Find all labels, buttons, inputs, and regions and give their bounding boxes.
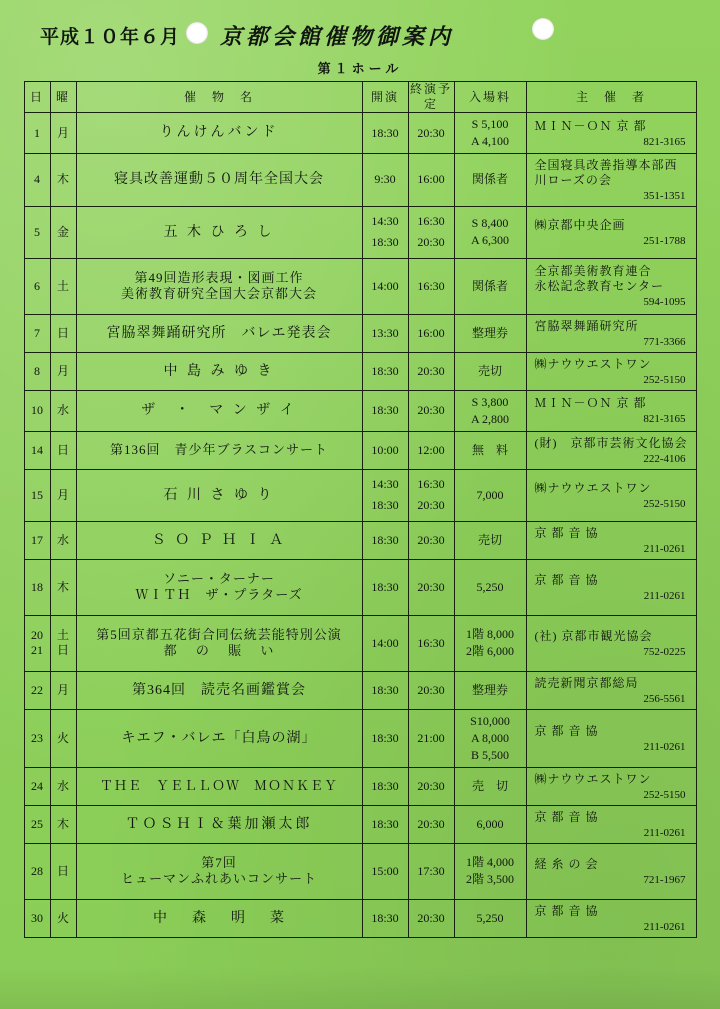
end-time: 20:30	[417, 579, 445, 594]
open-time: 18:30	[371, 682, 399, 697]
fee-line: 2階 6,000	[465, 644, 514, 659]
column-header-end: 終演予定	[409, 82, 452, 111]
open-time: 18:30	[371, 816, 399, 831]
cell-organizer	[526, 843, 696, 899]
cell-open-time	[362, 431, 408, 469]
organizer-phone: 821-3165	[643, 135, 686, 148]
organizer-phone: 251-1788	[643, 234, 686, 247]
hall-label: 第１ホール	[317, 61, 403, 76]
column-header-name: 催 物 名	[76, 82, 362, 113]
cell-day: 17	[24, 521, 50, 559]
cell-open-time	[362, 709, 408, 767]
cell-open-time	[362, 671, 408, 709]
event-name-line: 五 木 ひ ろ し	[163, 224, 275, 240]
cell-event-name	[76, 767, 362, 805]
table-row	[24, 431, 696, 469]
cell-open-time	[362, 521, 408, 559]
cell-fee	[454, 469, 526, 521]
cell-organizer	[526, 559, 696, 615]
cell-day: 10	[24, 390, 50, 431]
cell-event-name	[76, 352, 362, 390]
cell-open-time	[362, 559, 408, 615]
punch-hole-icon	[532, 18, 554, 40]
cell-dow: 土	[50, 258, 76, 314]
cell-dow: 月	[50, 113, 76, 154]
cell-day: 15	[24, 469, 50, 521]
cell-day: 20 21	[24, 615, 50, 671]
event-name-line: ＴＯＳＨＩ＆葉加瀬太郎	[125, 816, 313, 832]
fee-line: 5,250	[476, 579, 504, 594]
open-time: 18:30	[371, 363, 399, 378]
organizer-phone: 211-0261	[643, 740, 686, 753]
organizer-phone: 351-1351	[643, 190, 686, 202]
table-row	[24, 709, 696, 767]
table-row	[24, 258, 696, 314]
cell-dow: 金	[50, 206, 76, 258]
cell-fee	[454, 258, 526, 314]
cell-dow: 水	[50, 521, 76, 559]
organizer-line: 経 糸 の 会	[534, 856, 599, 871]
fee-line: S 8,400	[471, 216, 509, 231]
organizer-line: 京 都 音 協	[534, 572, 599, 587]
fee-line: A 4,100	[470, 134, 509, 148]
cell-day: 30	[24, 899, 50, 937]
cell-dow: 日	[50, 843, 76, 899]
event-name-line: ヒューマンふれあいコンサート	[120, 871, 317, 887]
organizer-phone: 211-0261	[643, 920, 686, 933]
cell-fee	[454, 352, 526, 390]
open-time: 14:00	[371, 635, 399, 650]
table-row	[24, 805, 696, 843]
event-name-line: キエフ・バレエ「白鳥の湖」	[121, 730, 317, 746]
organizer-phone: 594-1095	[643, 296, 686, 309]
cell-organizer	[526, 709, 696, 767]
cell-day: 22	[24, 671, 50, 709]
organizer-phone: 721-1967	[643, 873, 686, 886]
organizer-line: 宮脇翠舞踊研究所	[534, 318, 639, 333]
cell-organizer	[526, 154, 696, 207]
cell-event-name	[76, 390, 362, 431]
cell-day: 24	[24, 767, 50, 805]
end-time: 16:30	[417, 477, 445, 492]
table-row	[24, 154, 696, 207]
column-header-fee: 入場料	[454, 82, 526, 113]
cell-end-time	[408, 615, 454, 671]
cell-end-time	[408, 314, 454, 352]
cell-day: 14	[24, 431, 50, 469]
end-time: 16:00	[417, 172, 445, 187]
cell-dow: 火	[50, 709, 76, 767]
cell-dow: 月	[50, 352, 76, 390]
cell-fee	[454, 671, 526, 709]
table-body	[24, 113, 696, 938]
event-name-line: ソニー・ターナー	[163, 571, 275, 586]
organizer-line: ＭＩＮ－ＯＮ 京 都	[534, 396, 647, 411]
end-time: 21:00	[417, 730, 445, 745]
fee-line: S10,000	[470, 713, 510, 728]
cell-fee	[454, 521, 526, 559]
cell-event-name	[76, 843, 362, 899]
open-time: 14:30	[371, 214, 399, 229]
end-time: 16:30	[417, 635, 445, 650]
schedule-table	[24, 81, 697, 938]
table-header-row	[24, 82, 696, 113]
event-name-line: 第136回 青少年ブラスコンサート	[109, 442, 329, 458]
cell-fee	[454, 390, 526, 431]
open-time: 15:00	[371, 863, 399, 878]
cell-open-time	[362, 390, 408, 431]
cell-dow: 水	[50, 767, 76, 805]
cell-organizer	[526, 113, 696, 154]
cell-day: 18	[24, 559, 50, 615]
table-row	[24, 113, 696, 154]
cell-end-time	[408, 390, 454, 431]
end-time: 20:30	[417, 532, 445, 547]
page-shadow	[0, 967, 720, 1009]
open-time: 18:30	[371, 910, 399, 925]
cell-organizer	[526, 206, 696, 258]
table-row	[24, 469, 696, 521]
end-time: 20:30	[417, 778, 445, 793]
cell-fee	[454, 559, 526, 615]
cell-event-name	[76, 559, 362, 615]
fee-line: B 5,500	[470, 747, 509, 762]
fee-line: S 5,100	[471, 117, 509, 131]
cell-end-time	[408, 805, 454, 843]
end-time: 20:30	[417, 403, 445, 418]
organizer-line: 永松記念教育センター	[534, 279, 665, 294]
organizer-phone: 252-5150	[643, 497, 686, 510]
table-row	[24, 615, 696, 671]
cell-open-time	[362, 469, 408, 521]
organizer-line: (社) 京都市観光協会	[534, 628, 653, 643]
organizer-line: 京 都 音 協	[534, 809, 599, 824]
cell-organizer	[526, 314, 696, 352]
organizer-line: 読売新聞京都総局	[534, 675, 639, 690]
organizer-line: ㈱ナウウエストワン	[534, 356, 652, 371]
cell-day: 6	[24, 258, 50, 314]
cell-fee	[454, 314, 526, 352]
event-name-line: ＴＨＥ ＹＥＬＬＯＷ ＭＯＮＫＥＹ	[99, 778, 338, 794]
cell-organizer	[526, 390, 696, 431]
column-header-day: 日	[24, 82, 50, 113]
table-row	[24, 671, 696, 709]
event-name-line: 石 川 さ ゆ り	[163, 487, 275, 503]
end-time: 17:30	[417, 863, 445, 878]
cell-organizer	[526, 352, 696, 390]
cell-dow: 日	[50, 431, 76, 469]
event-name-line: 寝具改善運動５０周年全国大会	[114, 172, 324, 188]
cell-event-name	[76, 469, 362, 521]
cell-day: 4	[24, 154, 50, 207]
open-time: 18:30	[371, 579, 399, 594]
organizer-phone: 211-0261	[643, 589, 686, 602]
cell-fee	[454, 431, 526, 469]
cell-fee	[454, 899, 526, 937]
cell-end-time	[408, 113, 454, 154]
event-name-line: 中 島 み ゆ き	[163, 363, 275, 379]
organizer-line: 京 都 音 協	[534, 525, 599, 540]
event-name-line: ザ ・ マ ン ザ イ	[141, 403, 297, 418]
fee-line: 売切	[477, 363, 502, 378]
fee-line: 1階 4,000	[465, 855, 514, 870]
cell-open-time	[362, 615, 408, 671]
organizer-phone: 256-5561	[643, 692, 686, 705]
cell-open-time	[362, 314, 408, 352]
cell-fee	[454, 615, 526, 671]
cell-day: 1	[24, 113, 50, 154]
event-name-line: Ｓ Ｏ Ｐ Ｈ Ｉ Ａ	[151, 532, 287, 548]
organizer-line: 京 都 音 協	[534, 723, 599, 738]
table-row	[24, 390, 696, 431]
fee-line: 2階 3,500	[465, 872, 514, 887]
event-name-line: 第7回	[201, 855, 237, 870]
organizer-phone: 252-5150	[643, 788, 686, 801]
fee-line: A 8,000	[470, 730, 509, 745]
cell-open-time	[362, 843, 408, 899]
end-time: 16:30	[417, 214, 445, 229]
cell-open-time	[362, 206, 408, 258]
fee-line: 関係者	[471, 172, 508, 187]
end-time: 16:00	[417, 325, 445, 340]
cell-event-name	[76, 154, 362, 207]
event-name-line: 第49回造形表現・図画工作	[134, 270, 304, 285]
cell-organizer	[526, 805, 696, 843]
organizer-phone: 211-0261	[643, 826, 686, 839]
end-time: 20:30	[417, 235, 445, 250]
event-name-line: 第364回 読売名画鑑賞会	[132, 682, 306, 698]
cell-open-time	[362, 805, 408, 843]
table-row	[24, 767, 696, 805]
cell-day: 25	[24, 805, 50, 843]
open-time: 18:30	[371, 403, 399, 418]
column-header-organizer: 主 催 者	[526, 82, 696, 113]
end-time: 20:30	[417, 125, 445, 140]
fee-line: 整理券	[471, 682, 508, 697]
end-time: 16:30	[417, 278, 445, 293]
cell-end-time	[408, 258, 454, 314]
organizer-phone: 771-3366	[643, 335, 686, 348]
table-row	[24, 899, 696, 937]
cell-event-name	[76, 113, 362, 154]
open-time: 14:30	[371, 477, 399, 492]
cell-end-time	[408, 559, 454, 615]
cell-dow: 月	[50, 469, 76, 521]
organizer-phone: 821-3165	[643, 413, 686, 426]
column-header-open: 開演	[362, 82, 408, 113]
cell-fee	[454, 206, 526, 258]
cell-day: 28	[24, 843, 50, 899]
table-row	[24, 559, 696, 615]
table-row	[24, 206, 696, 258]
event-name-line: 宮脇翠舞踊研究所 バレエ発表会	[106, 325, 332, 341]
cell-organizer	[526, 615, 696, 671]
cell-fee	[454, 709, 526, 767]
document-header	[24, 0, 696, 62]
cell-end-time	[408, 431, 454, 469]
cell-open-time	[362, 258, 408, 314]
end-time: 12:00	[417, 442, 445, 457]
cell-dow: 月	[50, 671, 76, 709]
cell-event-name	[76, 805, 362, 843]
cell-dow: 木	[50, 559, 76, 615]
fee-line: 無 料	[471, 442, 508, 457]
cell-end-time	[408, 899, 454, 937]
cell-fee	[454, 767, 526, 805]
era-date: 平成１０年６月	[40, 27, 181, 48]
cell-end-time	[408, 352, 454, 390]
cell-organizer	[526, 767, 696, 805]
end-time: 20:30	[417, 363, 445, 378]
cell-organizer	[526, 521, 696, 559]
cell-open-time	[362, 154, 408, 207]
cell-event-name	[76, 671, 362, 709]
fee-line: A 2,800	[470, 411, 509, 426]
cell-day: 23	[24, 709, 50, 767]
organizer-line: ＭＩＮ－ＯＮ 京 都	[534, 118, 647, 133]
organizer-line: ㈱ナウウエストワン	[534, 771, 652, 786]
cell-open-time	[362, 899, 408, 937]
fee-line: 売切	[477, 532, 502, 547]
organizer-line: 全京都美術教育連合	[534, 264, 652, 279]
organizer-phone: 752-0225	[643, 645, 686, 658]
table-row	[24, 352, 696, 390]
open-time: 9:30	[374, 172, 396, 187]
event-name-line: 第5回京都五花街合同伝統芸能特別公演	[96, 627, 342, 642]
cell-fee	[454, 805, 526, 843]
cell-fee	[454, 154, 526, 207]
cell-dow: 火	[50, 899, 76, 937]
cell-end-time	[408, 843, 454, 899]
cell-end-time	[408, 154, 454, 207]
fee-line: 6,000	[476, 816, 504, 831]
cell-event-name	[76, 709, 362, 767]
fee-line: 売 切	[471, 778, 508, 793]
cell-organizer	[526, 469, 696, 521]
end-time: 20:30	[417, 910, 445, 925]
cell-dow: 木	[50, 154, 76, 207]
cell-fee	[454, 113, 526, 154]
cell-end-time	[408, 671, 454, 709]
cell-end-time	[408, 767, 454, 805]
open-time: 13:30	[371, 325, 399, 340]
table-row	[24, 521, 696, 559]
cell-day: 5	[24, 206, 50, 258]
cell-open-time	[362, 767, 408, 805]
organizer-line: 全国寝具改善指導本部西川ローズの会	[534, 158, 678, 187]
cell-end-time	[408, 469, 454, 521]
fee-line: 5,250	[476, 910, 504, 925]
open-time: 18:30	[371, 730, 399, 745]
organizer-line: ㈱ナウウエストワン	[534, 480, 652, 495]
fee-line: 1階 8,000	[465, 627, 514, 642]
end-time: 20:30	[417, 682, 445, 697]
cell-end-time	[408, 521, 454, 559]
open-time: 18:30	[371, 498, 399, 513]
event-name-line: ＷＩＴＨ ザ・プラターズ	[135, 587, 303, 603]
cell-day: 7	[24, 314, 50, 352]
fee-line: 整理券	[471, 325, 508, 340]
fee-line: 7,000	[476, 487, 504, 502]
cell-organizer	[526, 431, 696, 469]
open-time: 18:30	[371, 125, 399, 140]
end-time: 20:30	[417, 816, 445, 831]
punch-hole-icon	[186, 22, 208, 44]
end-time: 20:30	[417, 498, 445, 513]
event-name-line: 都 の 賑 い	[163, 643, 275, 659]
organizer-phone: 222-4106	[643, 452, 686, 465]
cell-dow: 水	[50, 390, 76, 431]
page-title: 京都会館催物御案内	[220, 24, 455, 49]
cell-end-time	[408, 206, 454, 258]
open-time: 10:00	[371, 442, 399, 457]
cell-dow: 日	[50, 314, 76, 352]
cell-open-time	[362, 113, 408, 154]
cell-dow: 土 日	[50, 615, 76, 671]
cell-dow: 木	[50, 805, 76, 843]
cell-organizer	[526, 258, 696, 314]
cell-organizer	[526, 671, 696, 709]
cell-event-name	[76, 615, 362, 671]
cell-organizer	[526, 899, 696, 937]
cell-event-name	[76, 899, 362, 937]
event-name-line: りんけんバンド	[159, 125, 279, 141]
organizer-phone: 252-5150	[643, 373, 686, 386]
organizer-line: 京 都 音 協	[534, 903, 599, 918]
cell-fee	[454, 843, 526, 899]
open-time: 18:30	[371, 235, 399, 250]
event-name-line: 中 森 明 菜	[153, 910, 285, 926]
fee-line: 関係者	[471, 278, 508, 293]
cell-day: 8	[24, 352, 50, 390]
cell-open-time	[362, 352, 408, 390]
event-name-line: 美術教育研究全国大会京都大会	[120, 286, 317, 302]
organizer-line: (財) 京都市芸術文化協会	[534, 435, 688, 450]
cell-event-name	[76, 258, 362, 314]
open-time: 18:30	[371, 778, 399, 793]
cell-event-name	[76, 206, 362, 258]
fee-line: A 6,300	[470, 233, 509, 248]
cell-event-name	[76, 521, 362, 559]
fee-line: S 3,800	[471, 394, 509, 409]
cell-event-name	[76, 431, 362, 469]
cell-event-name	[76, 314, 362, 352]
open-time: 14:00	[371, 278, 399, 293]
table-row	[24, 843, 696, 899]
organizer-phone: 211-0261	[643, 542, 686, 555]
column-header-dow: 曜	[50, 82, 76, 113]
table-row	[24, 314, 696, 352]
cell-end-time	[408, 709, 454, 767]
open-time: 18:30	[371, 532, 399, 547]
organizer-line: ㈱京都中央企画	[534, 217, 626, 232]
